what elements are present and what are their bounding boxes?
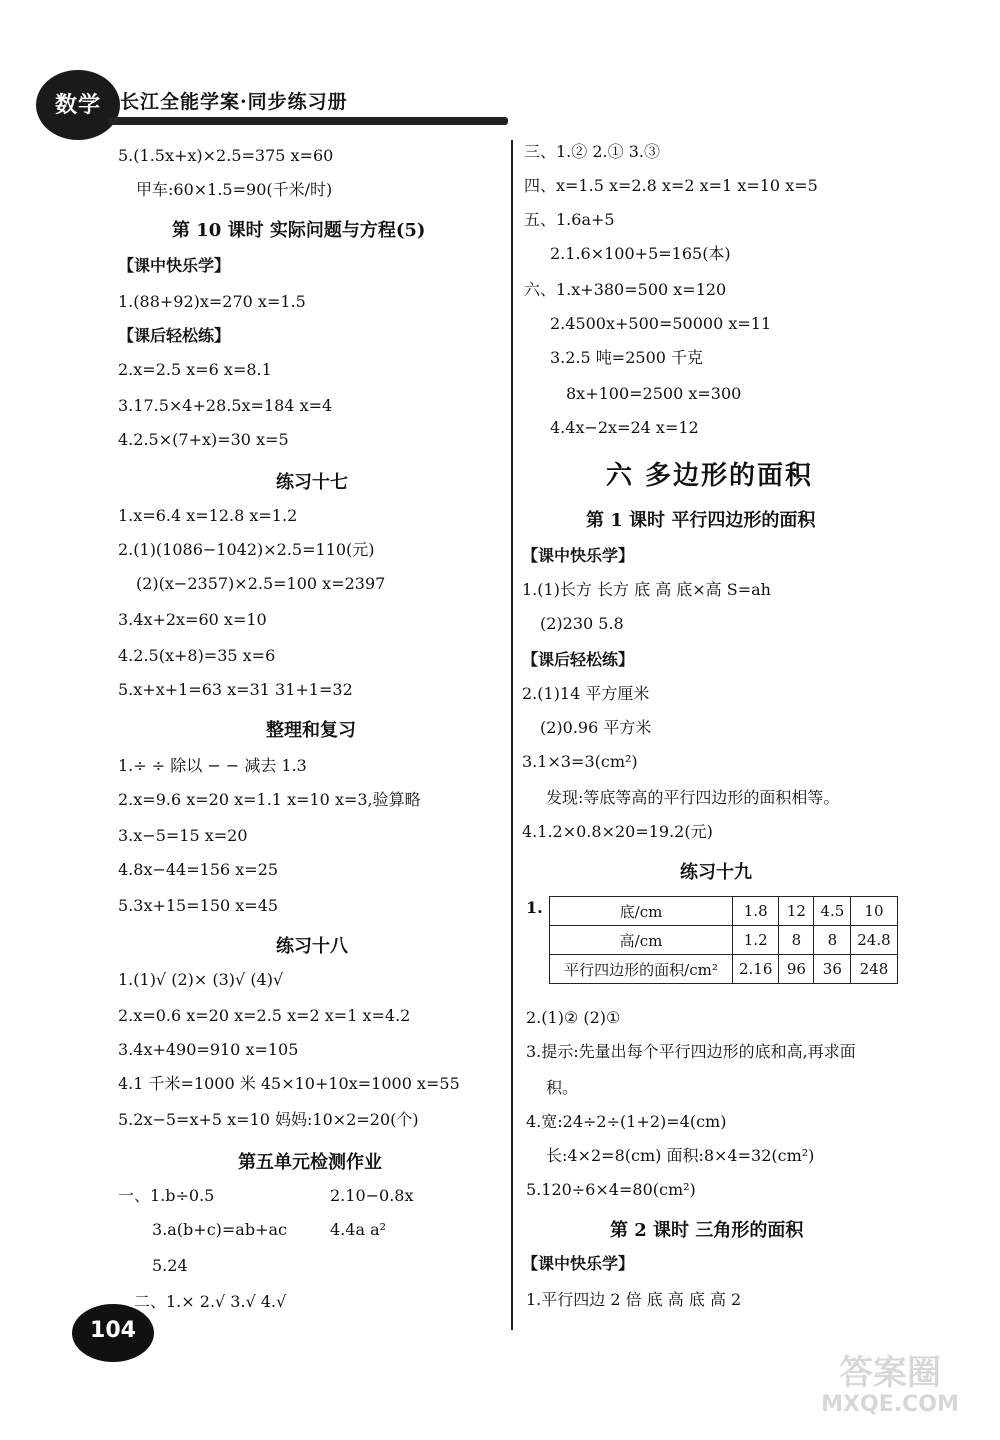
answer-line: 1.(1)长方 长方 底 高 底×高 S=ah	[522, 580, 771, 599]
answer-line: 2.(1)(1086−1042)×2.5=110(元)	[118, 540, 375, 559]
answer-line: 3.4x+490=910 x=105	[118, 1040, 299, 1059]
table-cell: 8	[779, 926, 814, 955]
answer-line: 3.4x+2x=60 x=10	[118, 610, 267, 629]
subsection-label: 【课中快乐学】	[522, 546, 635, 565]
answer-line: 4.4x−2x=24 x=12	[550, 418, 699, 437]
answer-line: 5.(1.5x+x)×2.5=375 x=60	[118, 146, 334, 165]
answer-line: 3.2.5 吨=2500 千克	[550, 348, 704, 367]
answer-line: 2.x=9.6 x=20 x=1.1 x=10 x=3,验算略	[118, 790, 421, 809]
answer-line: 5.2x−5=x+5 x=10 妈妈:10×2=20(个)	[118, 1110, 419, 1129]
row-header: 平行四边形的面积/cm²	[550, 955, 733, 984]
answer-line: 2.x=2.5 x=6 x=8.1	[118, 360, 272, 379]
table-cell: 36	[814, 955, 851, 984]
answer-line: 4.宽:24÷2÷(1+2)=4(cm)	[526, 1112, 727, 1131]
answer-line: 1.(1)√ (2)× (3)√ (4)√	[118, 970, 284, 989]
answer-line: 4.8x−44=156 x=25	[118, 860, 279, 879]
answer-line: 2.10−0.8x	[330, 1186, 414, 1205]
answer-line: 5.120÷6×4=80(cm²)	[526, 1180, 696, 1199]
section-heading: 第 1 课时 平行四边形的面积	[586, 510, 816, 531]
parallelogram-area-table	[549, 896, 898, 984]
section-heading: 练习十七	[276, 472, 348, 493]
book-title: 长江全能学案·同步练习册	[120, 91, 348, 113]
section-heading: 第 2 课时 三角形的面积	[610, 1220, 804, 1241]
table-cell: 1.8	[733, 897, 779, 926]
row-header: 底/cm	[550, 897, 733, 926]
table-cell: 248	[851, 955, 897, 984]
table-cell: 12	[779, 897, 814, 926]
table-cell: 1.2	[733, 926, 779, 955]
answer-line: 2.x=0.6 x=20 x=2.5 x=2 x=1 x=4.2	[118, 1006, 411, 1025]
watermark-url: MXQE.COM	[821, 1392, 959, 1417]
answer-line: 5.24	[152, 1256, 188, 1275]
answer-line: 1.平行四边 2 倍 底 高 底 高 2	[526, 1290, 742, 1309]
answer-line: 5.3x+15=150 x=45	[118, 896, 279, 915]
table-row	[550, 897, 898, 926]
subsection-label: 【课后轻松练】	[522, 650, 635, 669]
answer-line: 四、x=1.5 x=2.8 x=2 x=1 x=10 x=5	[524, 176, 818, 195]
answer-line: 4.1 千米=1000 米 45×10+10x=1000 x=55	[118, 1074, 460, 1093]
section-heading: 整理和复习	[266, 720, 356, 741]
answer-line: 4.1.2×0.8×20=19.2(元)	[522, 822, 713, 841]
answer-line: (2)0.96 平方米	[540, 718, 652, 737]
row-header: 高/cm	[550, 926, 733, 955]
answer-line: 3.1×3=3(cm²)	[522, 752, 638, 771]
answer-line: 4.2.5(x+8)=35 x=6	[118, 646, 276, 665]
question-number: 1.	[526, 898, 543, 917]
answer-line: 3.x−5=15 x=20	[118, 826, 248, 845]
answer-line: 六、1.x+380=500 x=120	[524, 280, 727, 299]
subject-badge	[36, 70, 120, 140]
table-cell: 4.5	[814, 897, 851, 926]
answer-line: (2)230 5.8	[540, 614, 624, 633]
watermark-title: 答案圈	[839, 1353, 941, 1393]
answer-line: 二、1.× 2.√ 3.√ 4.√	[134, 1292, 287, 1311]
answer-line: 3.a(b+c)=ab+ac	[152, 1220, 287, 1239]
answer-line: (2)(x−2357)×2.5=100 x=2397	[136, 574, 386, 593]
table-row	[550, 955, 898, 984]
answer-line: 3.17.5×4+28.5x=184 x=4	[118, 396, 333, 415]
subsection-label: 【课中快乐学】	[118, 256, 231, 275]
answer-line: 1.x=6.4 x=12.8 x=1.2	[118, 506, 298, 525]
answer-line: 五、1.6a+5	[524, 210, 615, 229]
answer-line: 发现:等底等高的平行四边形的面积相等。	[546, 788, 840, 807]
watermark	[800, 1354, 980, 1430]
answer-line: 积。	[546, 1078, 579, 1097]
answer-line: 2.4500x+500=50000 x=11	[550, 314, 772, 333]
answer-line: 甲车:60×1.5=90(千米/时)	[136, 180, 333, 199]
section-heading: 第 10 课时 实际问题与方程(5)	[172, 220, 426, 241]
answer-line: 一、1.b÷0.5	[118, 1186, 215, 1205]
answer-line: 8x+100=2500 x=300	[566, 384, 742, 403]
table-cell: 96	[779, 955, 814, 984]
answer-line: 4.4a a²	[330, 1220, 387, 1239]
answer-line: 三、1.② 2.① 3.③	[524, 142, 660, 161]
answer-line: 3.提示:先量出每个平行四边形的底和高,再求面	[526, 1042, 856, 1061]
section-heading: 练习十九	[680, 862, 752, 883]
section-heading: 练习十八	[276, 936, 348, 957]
table-cell: 10	[851, 897, 897, 926]
chapter-title: 六 多边形的面积	[606, 461, 814, 491]
subsection-label: 【课后轻松练】	[118, 326, 231, 345]
table-cell: 8	[814, 926, 851, 955]
column-divider	[511, 140, 513, 1330]
page-number: 104	[90, 1318, 136, 1343]
table-cell: 2.16	[733, 955, 779, 984]
answer-line: 2.(1)② (2)①	[526, 1008, 621, 1027]
subsection-label: 【课中快乐学】	[522, 1254, 635, 1273]
page-number-badge	[72, 1304, 154, 1362]
answer-line: 5.x+x+1=63 x=31 31+1=32	[118, 680, 353, 699]
subject-label: 数学	[54, 92, 101, 118]
answer-line: 2.(1)14 平方厘米	[522, 684, 650, 703]
answer-line: 1.÷ ÷ 除以 − − 减去 1.3	[118, 756, 307, 775]
answer-line: 长:4×2=8(cm) 面积:8×4=32(cm²)	[546, 1146, 815, 1165]
answer-line: 2.1.6×100+5=165(本)	[550, 244, 731, 263]
answer-line: 1.(88+92)x=270 x=1.5	[118, 292, 306, 311]
header-rule	[108, 117, 508, 125]
table-cell: 24.8	[851, 926, 897, 955]
section-heading: 第五单元检测作业	[238, 1152, 382, 1173]
table-row	[550, 926, 898, 955]
answer-line: 4.2.5×(7+x)=30 x=5	[118, 430, 289, 449]
